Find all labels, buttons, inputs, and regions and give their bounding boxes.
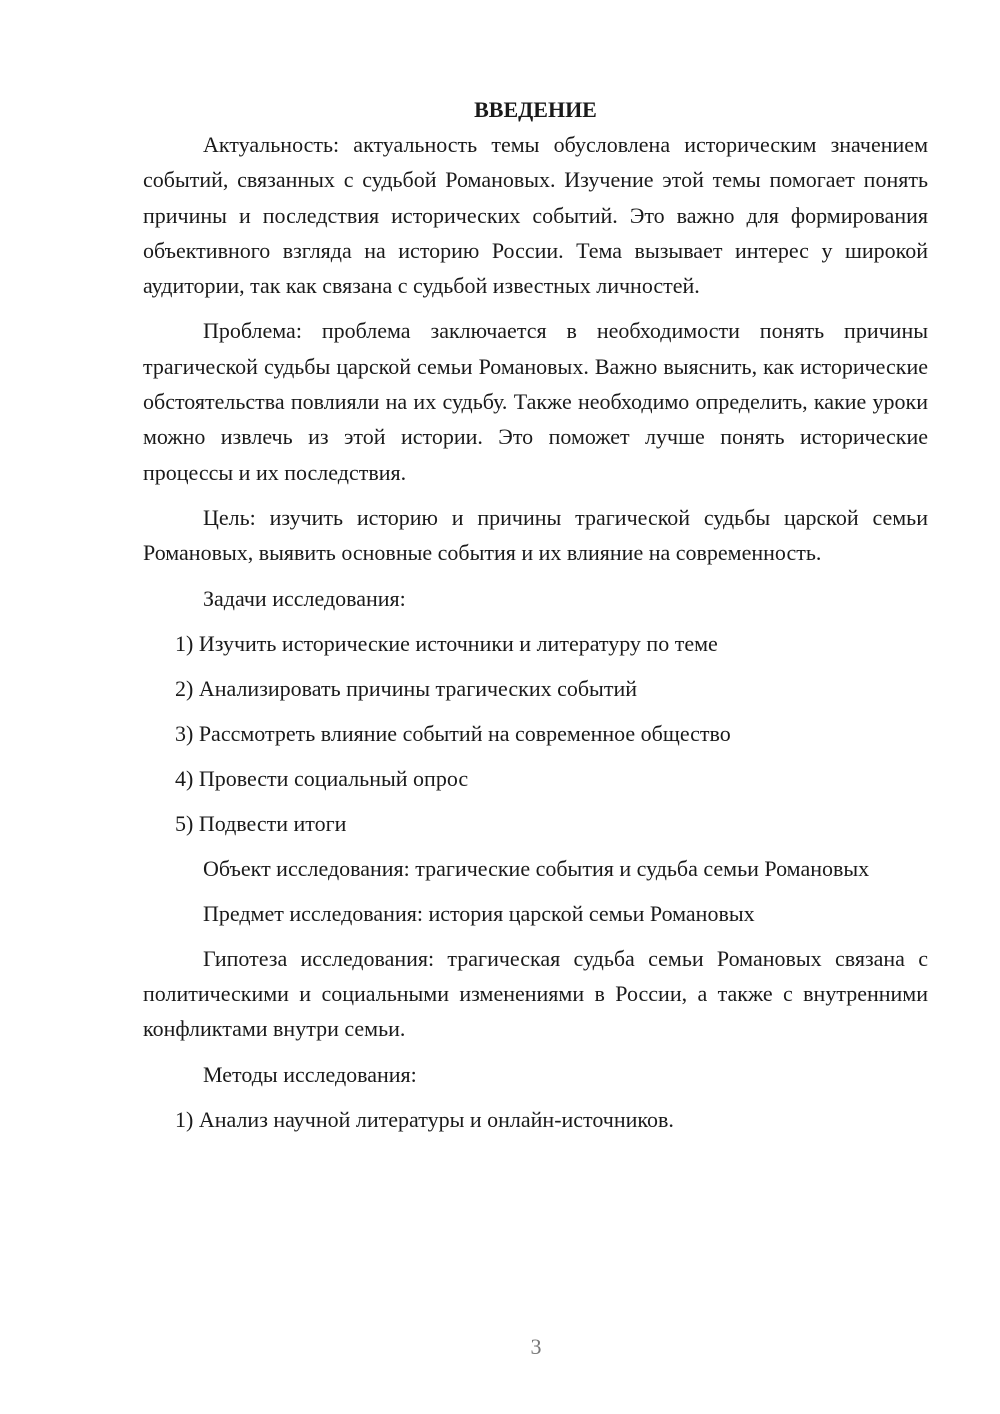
section-heading: ВВЕДЕНИЕ <box>474 97 597 122</box>
task-item: 4) Провести социальный опрос <box>175 765 469 791</box>
task-item: 2) Анализировать причины трагических событий <box>175 675 637 701</box>
document-page <box>143 92 928 1147</box>
task-item: 1) Изучить исторические источники и литературу по теме <box>175 630 718 656</box>
tasks-title: Задачи исследования: <box>203 585 406 611</box>
relevance-paragraph: Актуальность: актуальность темы обусловлена историческим значением событий, связанных с судьбой Романовых. Изучение этой темы помогает понять причины и последствия исторических событий. Это важно для формирования объективного взгляда на историю России. Тема вызывает интерес у широкой аудитории, так как связана с судьбой известных личностей. <box>143 132 928 299</box>
subject-line: Предмет исследования: история царской семьи Романовых <box>203 900 755 926</box>
method-item: 1) Анализ научной литературы и онлайн-источников. <box>175 1106 674 1132</box>
methods-title: Методы исследования: <box>203 1061 417 1087</box>
goal-paragraph: Цель: изучить историю и причины трагической судьбы царской семьи Романовых, выявить основные события и их влияние на современность. <box>143 504 928 566</box>
page-number: 3 <box>530 1334 542 1359</box>
task-item: 5) Подвести итоги <box>175 810 347 836</box>
problem-paragraph: Проблема: проблема заключается в необходимости понять причины трагической судьбы царской семьи Романовых. Важно выяснить, как исторические обстоятельства повлияли на их судьбу. Также необходимо определить, какие уроки можно извлечь из этой истории. Это поможет лучше понять исторические процессы и их последствия. <box>143 318 928 485</box>
object-paragraph: Объект исследования: трагические события и судьба семьи Романовых <box>203 855 870 881</box>
task-item: 3) Рассмотреть влияние событий на современное общество <box>175 720 731 746</box>
hypothesis-paragraph: Гипотеза исследования: трагическая судьба семьи Романовых связана с политическими и социальными изменениями в России, а также с внутренними конфликтами внутри семьи. <box>143 945 928 1042</box>
